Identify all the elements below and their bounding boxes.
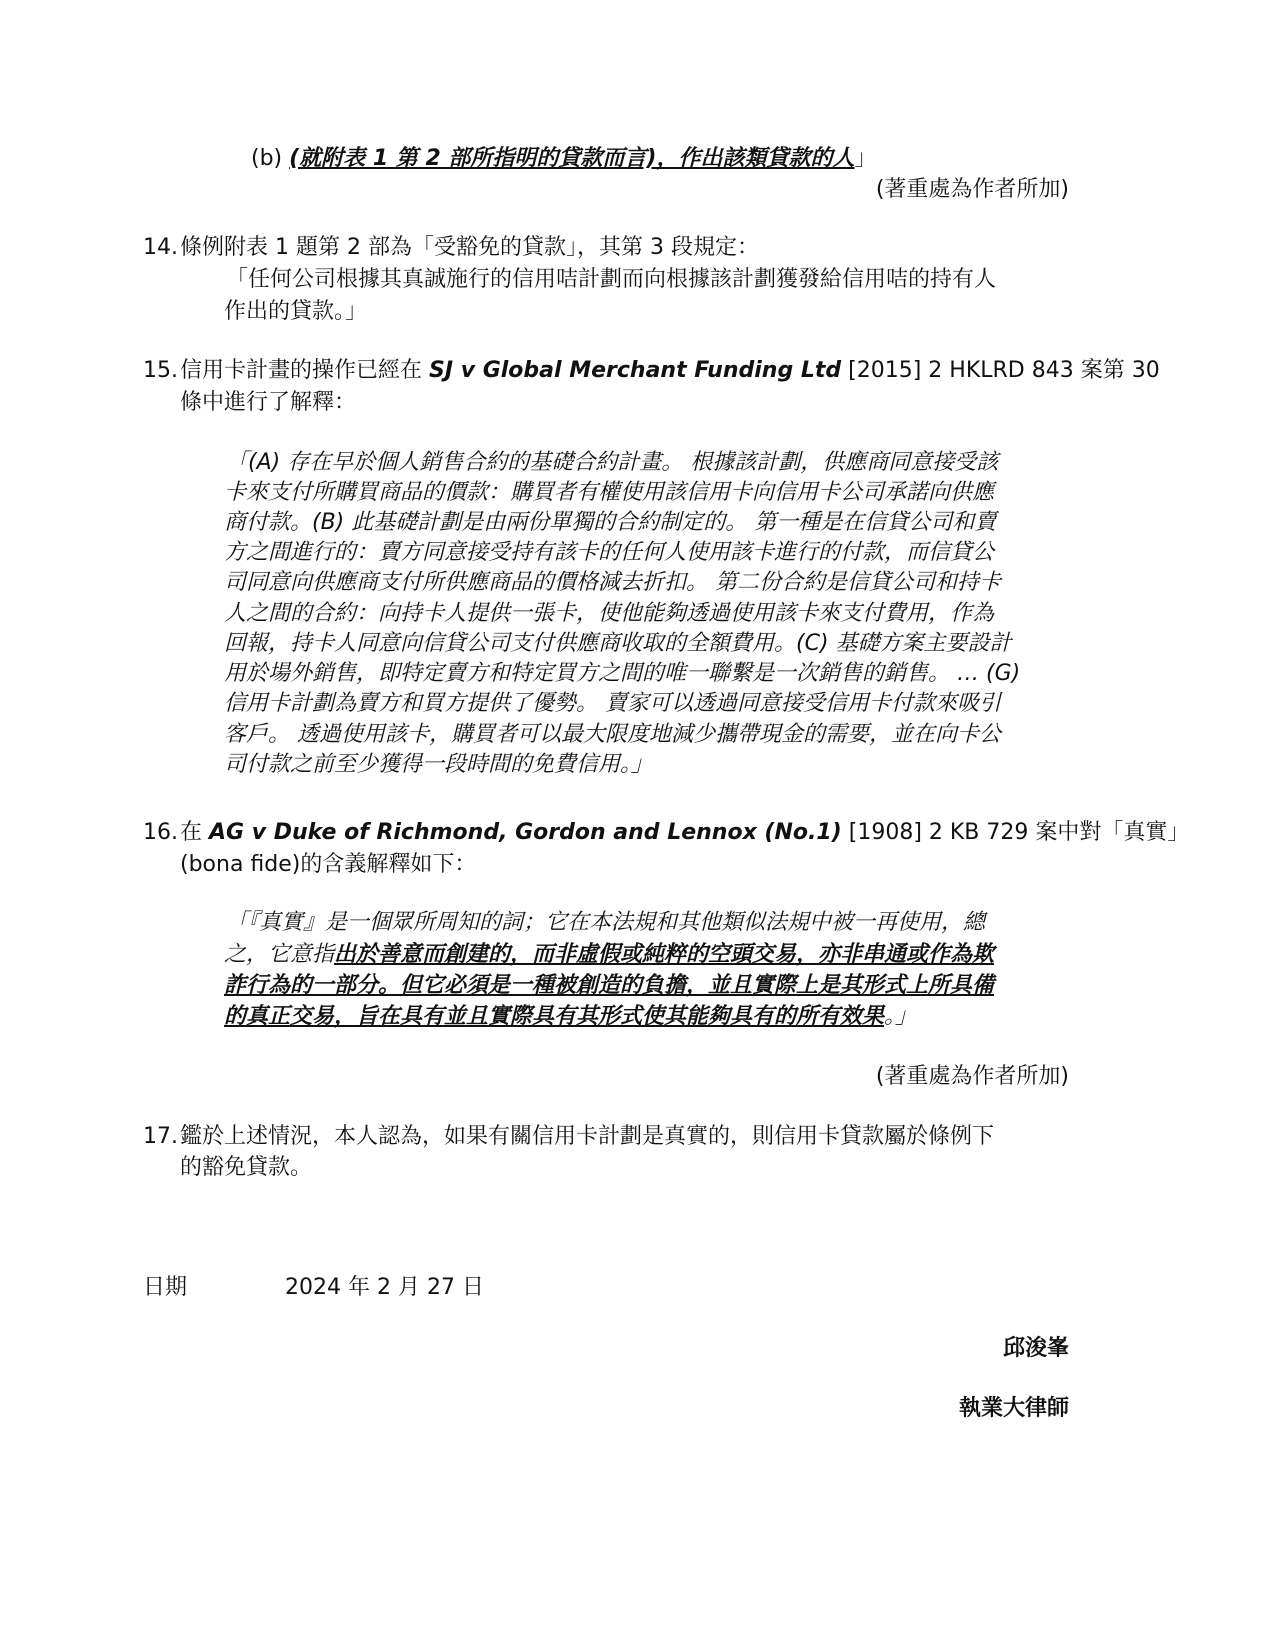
paragraph-17-line: 的豁免貸款。: [180, 1155, 313, 1180]
paragraph-16-number: 16.: [143, 820, 178, 845]
paragraph-15-line: [180, 356, 1160, 386]
quote-line: 用於場外銷售，即特定賣方和特定買方之間的唯一聯繫是一次銷售的銷售。 … (G): [224, 661, 1021, 686]
date-label: 日期: [143, 1275, 188, 1300]
quote-line: 司同意向供應商支付所供應商品的價格減去折扣。 第二份合約是信貸公司和持卡: [224, 570, 1001, 595]
paragraph-17-line: 鑑於上述情況，本人認為，如果有關信用卡計劃是真實的，則信用卡貸款屬於條例下: [180, 1124, 995, 1149]
emphasis-note: (著重處為作者所加): [875, 177, 1069, 202]
quote-line: 「(A) 存在早於個人銷售合約的基礎合約計畫。 根據該計劃，供應商同意接受該: [226, 450, 999, 475]
quote-line: 司付款之前至少獲得一段時間的免費信用。」: [224, 752, 654, 777]
paragraph-15-number: 15.: [143, 358, 178, 383]
sub-item-b-emphasis: (就附表 1 第 2 部所指明的貸款而言)，作出該類貸款的人: [289, 146, 855, 171]
paragraph-15-citation: [2015] 2 HKLRD 843 案第 30: [841, 358, 1160, 383]
paragraph-14-text: 條例附表 1 題第 2 部為「受豁免的貸款」，其第 3 段規定：: [180, 235, 759, 260]
date-value: 2024 年 2 月 27 日: [285, 1275, 484, 1300]
quote-line: 方之間進行的：賣方同意接受持有該卡的任何人使用該卡進行的付款，而信貸公: [224, 540, 995, 565]
quote-line: 客戶。 透過使用該卡，購買者可以最大限度地減少攜帶現金的需要，並在向卡公: [224, 722, 1001, 747]
quote-emphasis: 的真正交易，旨在具有並且實際具有其形式使其能夠具有的所有效果: [224, 1004, 885, 1029]
signatory-name: 邱浚峯: [1002, 1336, 1069, 1361]
paragraph-16-line: (bona fide)的含義解釋如下：: [180, 852, 477, 877]
paragraph-14-quote-line: 「任何公司根據其真誠施行的信用咭計劃而向根據該計劃獲發給信用咭的持有人: [226, 267, 997, 292]
quote-line: 卡來支付所購買商品的價款：購買者有權使用該信用卡向信用卡公司承諾向供應: [224, 480, 995, 505]
paragraph-14-quote-line: 作出的貸款。」: [224, 299, 368, 324]
paragraph-17-number: 17.: [143, 1124, 178, 1149]
quote-line: [224, 1002, 917, 1032]
quote-line: 「『真實』是一個眾所周知的詞；它在本法規和其他類似法規中被一再使用，總: [226, 910, 986, 935]
case-name: SJ v Global Merchant Funding Ltd: [429, 358, 842, 383]
quote-line: [224, 940, 994, 970]
paragraph-16-line: [180, 818, 1189, 848]
emphasis-note: (著重處為作者所加): [875, 1064, 1069, 1089]
quote-line: 商付款。(B) 此基礎計劃是由兩份單獨的合約制定的。 第一種是在信貸公司和賣: [224, 510, 997, 535]
quote-emphasis: 詐行為的一部分。但它必須是一種被創造的負擔，並且實際上是其形式上所具備: [224, 973, 995, 998]
sub-item-b: [251, 144, 877, 174]
quote-close: 。」: [884, 1004, 918, 1029]
paragraph-15-pre: 信用卡計畫的操作已經在: [180, 358, 429, 383]
paragraph-14-number: 14.: [143, 235, 178, 260]
quote-plain: 之，它意指: [224, 942, 335, 967]
sub-item-b-label: (b): [251, 146, 290, 171]
paragraph-16-citation: [1908] 2 KB 729 案中對「真實」: [841, 820, 1190, 845]
case-name: AG v Duke of Richmond, Gordon and Lennox (No.1): [209, 820, 842, 845]
paragraph-16-pre: 在: [180, 820, 209, 845]
quote-emphasis: 出於善意而創建的，而非虛假或純粹的空頭交易，亦非串通或作為欺: [334, 942, 995, 967]
signatory-title: 執業大律師: [958, 1396, 1069, 1421]
paragraph-15-line: 條中進行了解釋：: [180, 390, 357, 415]
quote-line: 信用卡計劃為賣方和買方提供了優勢。 賣家可以透過同意接受信用卡付款來吸引: [224, 691, 1001, 716]
quote-line: 人之間的合約：向持卡人提供一張卡，使他能夠透過使用該卡來支付費用，作為: [224, 601, 995, 626]
sub-item-b-close: 」: [854, 146, 877, 171]
quote-line: 回報，持卡人同意向信貸公司支付供應商收取的全額費用。(C) 基礎方案主要設計: [224, 631, 1012, 656]
